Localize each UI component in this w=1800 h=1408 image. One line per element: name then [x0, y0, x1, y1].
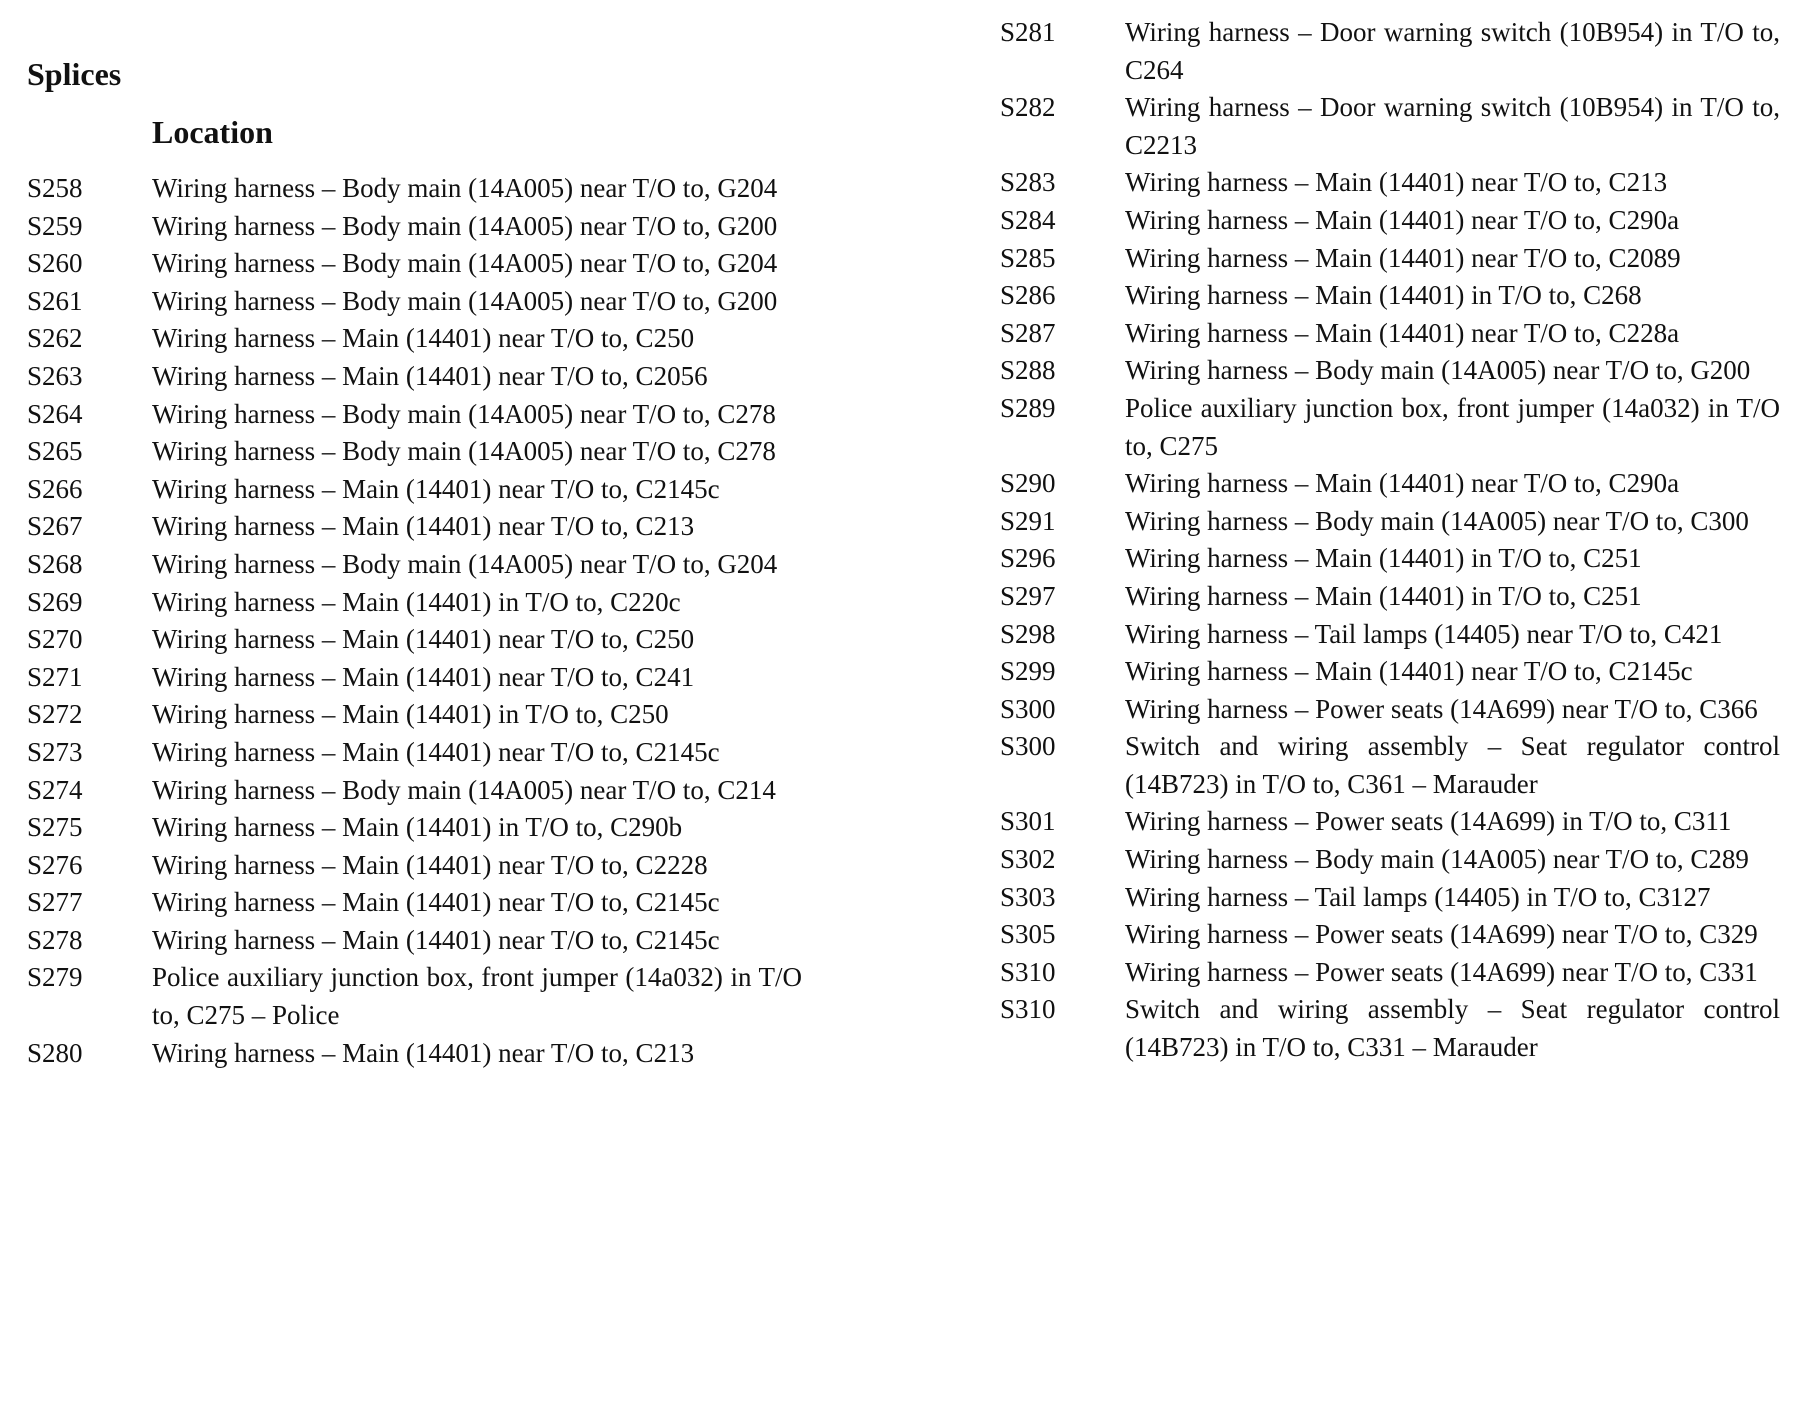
splice-code: S270 — [27, 624, 83, 655]
splice-code: S300 — [1000, 693, 1056, 724]
splice-entry — [27, 396, 807, 434]
splice-location: Police auxiliary junction box, front jumper (14a032) in T/O to, C275 — [1125, 392, 1780, 461]
splice-location: Police auxiliary junction box, front jumper (14a032) in T/O to, C275 – Police — [152, 962, 802, 1031]
splice-code: S291 — [1000, 505, 1056, 536]
section-title: Splices — [27, 56, 122, 92]
splice-code: S273 — [27, 736, 83, 767]
splice-location: Wiring harness – Power seats (14A699) in T/O to, C311 — [1125, 806, 1732, 837]
splice-location: Wiring harness – Body main (14A005) near T/O to, G200 — [1125, 355, 1751, 386]
splice-entry — [1000, 315, 1780, 353]
splice-code: S269 — [27, 586, 83, 617]
splice-entry — [1000, 954, 1780, 992]
splice-entry — [1000, 352, 1780, 390]
splice-location: Wiring harness – Body main (14A005) near T/O to, G200 — [152, 285, 778, 316]
splice-code: S284 — [1000, 204, 1056, 235]
splice-entry — [27, 734, 807, 772]
splice-code: S300 — [1000, 731, 1056, 762]
splice-location: Wiring harness – Main (14401) near T/O to, C213 — [152, 1037, 695, 1068]
splice-entry — [27, 659, 807, 697]
splice-location: Wiring harness – Body main (14A005) near T/O to, G204 — [152, 173, 778, 203]
splice-entry — [1000, 390, 1780, 465]
splice-code: S303 — [1000, 881, 1056, 912]
splice-location: Wiring harness – Body main (14A005) near T/O to, C214 — [152, 774, 776, 805]
splice-location: Wiring harness – Body main (14A005) near T/O to, G204 — [152, 548, 778, 579]
splice-entry — [27, 584, 807, 622]
splice-code: S276 — [27, 849, 83, 880]
splice-code: S260 — [27, 248, 83, 279]
splice-location: Wiring harness – Main (14401) in T/O to, C268 — [1125, 280, 1642, 311]
splice-entry — [1000, 89, 1780, 164]
splice-code: S267 — [27, 511, 83, 542]
splice-code: S263 — [27, 360, 83, 391]
splice-code: S285 — [1000, 242, 1056, 273]
splice-code: S281 — [1000, 17, 1056, 47]
splice-location: Wiring harness – Power seats (14A699) near T/O to, C331 — [1125, 956, 1758, 987]
splice-location: Wiring harness – Main (14401) in T/O to, C251 — [1125, 543, 1642, 574]
splice-entry — [1000, 277, 1780, 315]
splice-entry — [27, 283, 807, 321]
splice-location: Wiring harness – Main (14401) near T/O to, C2145c — [152, 473, 720, 504]
splice-entry — [27, 696, 807, 734]
splice-location: Wiring harness – Body main (14A005) near T/O to, C300 — [1125, 505, 1749, 536]
splice-code: S298 — [1000, 618, 1056, 649]
splice-entry — [1000, 202, 1780, 240]
splice-entry — [1000, 879, 1780, 917]
splice-location: Wiring harness – Body main (14A005) near T/O to, G204 — [152, 248, 778, 279]
splice-code: S310 — [1000, 994, 1056, 1025]
splice-location: Switch and wiring assembly – Seat regulator control (14B723) in T/O to, C361 – Marauder — [1125, 731, 1780, 799]
splice-entry — [27, 546, 807, 584]
splice-location: Wiring harness – Main (14401) near T/O to, C2228 — [152, 849, 708, 880]
splice-list-right-column — [1000, 14, 1780, 1067]
splice-entry — [1000, 164, 1780, 202]
splice-location: Wiring harness – Main (14401) near T/O to, C290a — [1125, 204, 1680, 235]
splice-code: S272 — [27, 699, 83, 730]
splice-entry — [1000, 14, 1780, 89]
splice-entry — [1000, 616, 1780, 654]
splice-entry — [1000, 916, 1780, 954]
splice-entry — [1000, 465, 1780, 503]
splice-code: S283 — [1000, 167, 1056, 198]
splice-location: Wiring harness – Main (14401) near T/O to, C213 — [1125, 167, 1668, 198]
splice-entry — [27, 245, 807, 283]
splice-location: Wiring harness – Power seats (14A699) near T/O to, C366 — [1125, 693, 1758, 724]
splice-entry — [27, 621, 807, 659]
splice-entry — [27, 471, 807, 509]
splice-entry — [27, 358, 807, 396]
splice-entry — [27, 959, 807, 1034]
splice-entry — [27, 847, 807, 885]
splice-location: Wiring harness – Power seats (14A699) near T/O to, C329 — [1125, 919, 1758, 950]
splice-code: S278 — [27, 924, 83, 955]
splice-location: Wiring harness – Main (14401) near T/O to, C213 — [152, 511, 695, 542]
splice-code: S277 — [27, 887, 83, 918]
splice-code: S286 — [1000, 280, 1056, 311]
splice-location: Wiring harness – Main (14401) near T/O to, C250 — [152, 323, 695, 354]
splice-list-left-column — [27, 170, 807, 1072]
splice-entry — [1000, 803, 1780, 841]
splice-location: Wiring harness – Main (14401) near T/O to, C228a — [1125, 317, 1680, 348]
splice-code: S280 — [27, 1037, 83, 1068]
splice-location: Wiring harness – Body main (14A005) near T/O to, C278 — [152, 398, 776, 429]
splice-code: S310 — [1000, 956, 1056, 987]
splice-code: S266 — [27, 473, 83, 504]
splice-location: Wiring harness – Main (14401) near T/O to, C241 — [152, 661, 695, 692]
splice-entry — [27, 1035, 807, 1073]
splice-location: Wiring harness – Main (14401) near T/O to, C290a — [1125, 468, 1680, 499]
splice-location: Wiring harness – Door warning switch (10B954) in T/O to, C2213 — [1125, 92, 1780, 160]
splice-entry — [1000, 240, 1780, 278]
splice-location: Wiring harness – Main (14401) near T/O to, C2145c — [152, 887, 720, 918]
splice-entry — [27, 208, 807, 246]
splice-code: S264 — [27, 398, 83, 429]
splice-location: Wiring harness – Body main (14A005) near T/O to, C289 — [1125, 844, 1749, 875]
splice-entry — [1000, 841, 1780, 879]
splice-location: Wiring harness – Main (14401) in T/O to, C290b — [152, 812, 683, 843]
splice-code: S274 — [27, 774, 83, 805]
splice-location: Wiring harness – Main (14401) in T/O to, C220c — [152, 586, 681, 617]
splice-location: Wiring harness – Main (14401) near T/O to, C2145c — [152, 736, 720, 767]
splice-code: S279 — [27, 962, 83, 993]
splice-code: S282 — [1000, 92, 1056, 123]
splice-location: Wiring harness – Main (14401) in T/O to, C251 — [1125, 580, 1642, 611]
splice-code: S299 — [1000, 656, 1056, 687]
splice-code: S262 — [27, 323, 83, 354]
splice-code: S305 — [1000, 919, 1056, 950]
splice-entry — [1000, 503, 1780, 541]
splice-code: S288 — [1000, 355, 1056, 386]
splice-entry — [1000, 653, 1780, 691]
splice-code: S296 — [1000, 543, 1056, 574]
splice-entry — [27, 772, 807, 810]
splice-location: Switch and wiring assembly – Seat regulator control (14B723) in T/O to, C331 – Marauder — [1125, 994, 1780, 1063]
splice-entry — [1000, 578, 1780, 616]
splice-location: Wiring harness – Main (14401) near T/O to, C2056 — [152, 360, 708, 391]
column-header-location: Location — [152, 114, 273, 150]
splice-code: S268 — [27, 548, 83, 579]
splice-code: S297 — [1000, 580, 1056, 611]
splice-location: Wiring harness – Main (14401) near T/O to, C250 — [152, 624, 695, 655]
splice-code: S259 — [27, 210, 83, 241]
splice-entry — [1000, 691, 1780, 729]
splice-entry — [27, 922, 807, 960]
splice-code: S275 — [27, 812, 83, 843]
splice-code: S302 — [1000, 844, 1056, 875]
splice-location: Wiring harness – Tail lamps (14405) in T/O to, C3127 — [1125, 881, 1711, 912]
splice-location: Wiring harness – Main (14401) in T/O to, C250 — [152, 699, 669, 730]
splice-code: S290 — [1000, 468, 1056, 499]
splice-entry — [27, 433, 807, 471]
splice-code: S301 — [1000, 806, 1056, 837]
splice-code: S261 — [27, 285, 83, 316]
splice-code: S258 — [27, 173, 83, 203]
splice-location: Wiring harness – Body main (14A005) near T/O to, C278 — [152, 436, 776, 467]
splice-code: S271 — [27, 661, 83, 692]
splice-location: Wiring harness – Tail lamps (14405) near T/O to, C421 — [1125, 618, 1723, 649]
splice-entry — [27, 320, 807, 358]
splice-location: Wiring harness – Main (14401) near T/O to, C2089 — [1125, 242, 1681, 273]
splice-entry — [1000, 991, 1780, 1066]
splice-code: S265 — [27, 436, 83, 467]
splice-location: Wiring harness – Body main (14A005) near T/O to, G200 — [152, 210, 778, 241]
splice-entry — [27, 809, 807, 847]
splice-code: S289 — [1000, 392, 1056, 423]
splice-location: Wiring harness – Main (14401) near T/O to, C2145c — [1125, 656, 1693, 687]
splice-location: Wiring harness – Door warning switch (10B954) in T/O to, C264 — [1125, 17, 1780, 85]
splice-entry — [27, 884, 807, 922]
splice-code: S287 — [1000, 317, 1056, 348]
splice-entry — [27, 170, 807, 208]
splice-entry — [1000, 540, 1780, 578]
splice-entry — [27, 508, 807, 546]
splice-entry — [1000, 728, 1780, 803]
splice-location: Wiring harness – Main (14401) near T/O to, C2145c — [152, 924, 720, 955]
